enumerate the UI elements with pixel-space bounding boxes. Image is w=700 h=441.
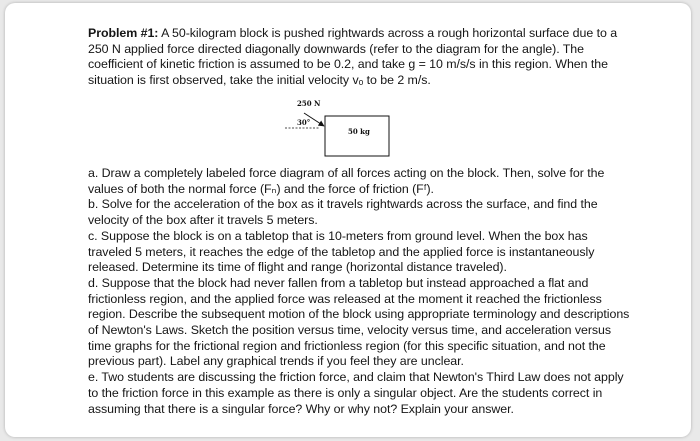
part-e: e. Two students are discussing the friction force, and claim that Newton's Third Law does not apply to the friction force in this example as there is only a singular object. Are the students correct in assuming that there is a singular force? Why or why not? Explain your answer. xyxy=(88,370,624,416)
part-a: a. Draw a completely labeled force diagram of all forces acting on the block. Then, solve for the values of both the normal force (Fₙ) and the force of friction (Fᶠ). xyxy=(88,166,605,196)
part-c: c. Suppose the block is on a tabletop that is 10-meters from ground level. When the box has traveled 5 meters, it reaches the edge of the tabletop and the applied force is instantaneously released. Determine its time of flight and range (horizontal distance traveled). xyxy=(88,228,595,275)
part-d: d. Suppose that the block had never fallen from a tabletop but instead approached a flat and frictionless region, and the applied force was released at the moment it reached the frictionless region. Describe the subsequent motion of the block using appropriate terminology and descriptions of Newton's Laws. Sketch the position versus time, velocity versus time, and acceleration versus time graphs for the frictional region and frictionless region (for this specific situation, and not the previous part). Label any graphical trends if you feel they are unclear. xyxy=(88,275,630,369)
document-page xyxy=(5,3,691,437)
part-b: b. Solve for the acceleration of the box as it travels rightwards across the surface, and find the velocity of the box after it travels 5 meters. xyxy=(88,197,598,228)
block xyxy=(325,116,389,156)
force-label: 250 N xyxy=(297,99,321,108)
force-diagram xyxy=(275,96,405,160)
problem-parts xyxy=(88,166,633,417)
mass-label: 50 kg xyxy=(348,127,370,136)
force-diagram-svg xyxy=(275,96,405,160)
problem-paragraph xyxy=(88,26,633,89)
problem-statement: A 50-kilogram block is pushed rightwards across a rough horizontal surface due to a 250 N applied force directed diagonally downwards (refer to the diagram for the angle). The coefficient of kinetic friction is assumed to be 0.2, and take g = 10 m/s/s in this region. When the situation is first observed, take the initial velocity vₒ to be 2 m/s. xyxy=(88,26,618,88)
problem-intro xyxy=(88,26,633,89)
angle-label: 30° xyxy=(297,118,311,127)
problem-title: Problem #1: xyxy=(88,26,159,40)
